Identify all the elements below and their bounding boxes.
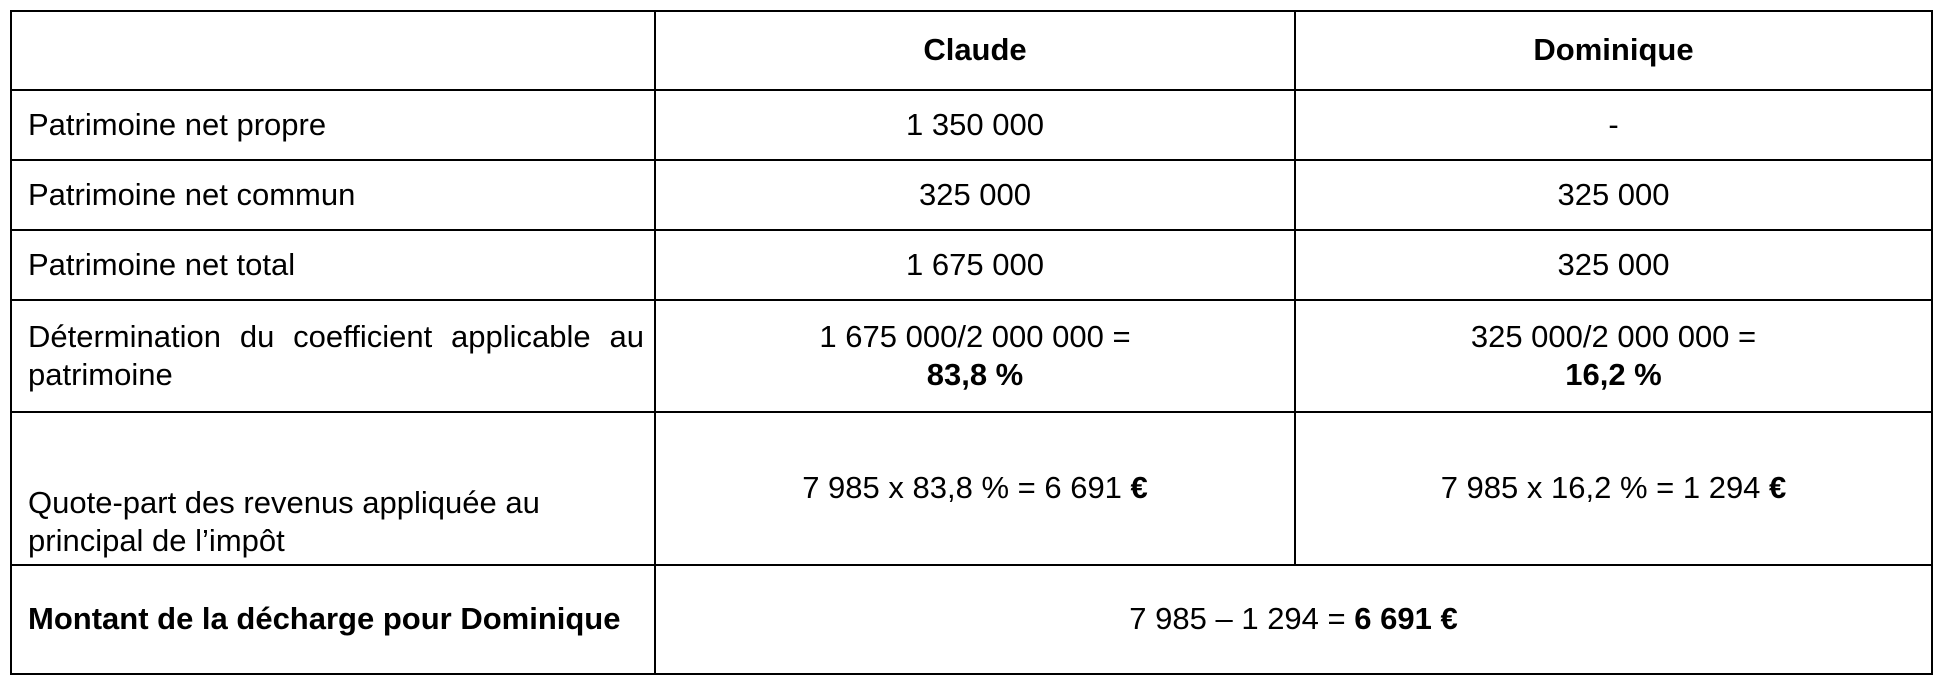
label-quote-part: Quote-part des revenus appliquée au principal de l’impôt — [11, 412, 655, 565]
label-patrimoine-propre: Patrimoine net propre — [11, 90, 655, 160]
row-coefficient — [11, 300, 1932, 412]
claude-quote-part-formula: 7 985 x 83,8 % = 6 691 — [802, 470, 1122, 506]
header-claude: Claude — [655, 11, 1295, 90]
label-patrimoine-commun: Patrimoine net commun — [11, 160, 655, 230]
dominique-quote-part-formula: 7 985 x 16,2 % = 1 294 — [1440, 470, 1761, 506]
claude-patrimoine-commun: 325 000 — [655, 160, 1295, 230]
claude-coefficient — [655, 300, 1295, 412]
header-empty-cell — [11, 11, 655, 90]
header-dominique: Dominique — [1295, 11, 1932, 90]
claude-quote-part-currency: € — [1130, 470, 1148, 506]
row-patrimoine-propre — [11, 90, 1932, 160]
dominique-patrimoine-commun: 325 000 — [1295, 160, 1932, 230]
header-row — [11, 11, 1932, 90]
dominique-coefficient-result: 16,2 % — [1565, 357, 1662, 392]
label-patrimoine-total: Patrimoine net total — [11, 230, 655, 300]
decharge-result: 6 691 € — [1354, 601, 1458, 637]
claude-quote-part — [655, 412, 1295, 565]
claude-coefficient-result: 83,8 % — [926, 357, 1024, 392]
dominique-quote-part — [1295, 412, 1932, 565]
dominique-patrimoine-propre: - — [1295, 90, 1932, 160]
dominique-coefficient — [1295, 300, 1932, 412]
label-coefficient: Détermination du coefficient applicable au patrimoine — [11, 300, 655, 412]
claude-coefficient-formula: 1 675 000/2 000 000 = — [819, 318, 1131, 354]
row-patrimoine-commun — [11, 160, 1932, 230]
claude-patrimoine-total: 1 675 000 — [655, 230, 1295, 300]
claude-patrimoine-propre: 1 350 000 — [655, 90, 1295, 160]
decharge-formula: 7 985 – 1 294 = — [1129, 601, 1346, 637]
dominique-quote-part-currency: € — [1769, 470, 1787, 506]
row-decharge — [11, 565, 1932, 674]
dominique-patrimoine-total: 325 000 — [1295, 230, 1932, 300]
decharge-value — [655, 565, 1932, 674]
label-decharge: Montant de la décharge pour Dominique — [11, 565, 655, 674]
dominique-coefficient-formula: 325 000/2 000 000 = — [1470, 318, 1757, 354]
tax-calculation-table — [10, 10, 1933, 675]
row-quote-part — [11, 412, 1932, 565]
row-patrimoine-total — [11, 230, 1932, 300]
